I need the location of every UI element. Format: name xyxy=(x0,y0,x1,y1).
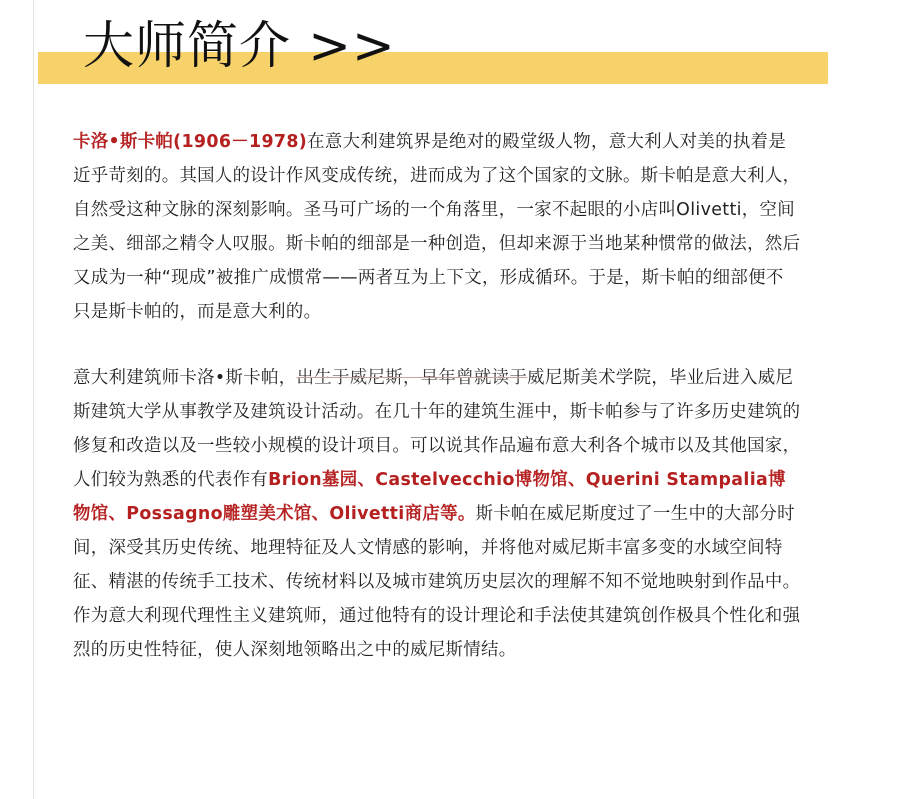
paragraph-2-text-1: 意大利建筑师卡洛•斯卡帕， xyxy=(73,368,297,388)
page-title: 大师简介 >> xyxy=(83,17,396,76)
article-paragraph-1 xyxy=(73,125,801,329)
paragraph-2-text-3: 斯卡帕在威尼斯度过了一生中的大部分时间，深受其历史传统、地理特征及人文情感的影响，并将他对威尼斯丰富多变的水域空间特征、精湛的传统手工技术、传统材料以及城市建筑历史层次的理解不知不觉地映射到作品中。作为意大利现代理性主义建筑师，通过他特有的设计理论和手法使其建筑创作极具个性化和强烈的历史性特征，使人深刻地领略出之中的威尼斯情结。 xyxy=(73,504,801,660)
article-paragraph-2 xyxy=(73,361,801,667)
paragraph-2-text-2: 威尼斯美术学院，毕业后进入威尼斯建筑大学从事教学及建筑设计活动。在几十年的建筑生涯中，斯卡帕参与了许多历史建筑的修复和改造以及一些较小规模的设计项目。可以说其作品遍布意大利各个城市以及其他国家，人们较为熟悉的代表作有 xyxy=(73,368,801,490)
article-body xyxy=(73,125,801,667)
representative-works-highlight: Brion墓园、Castelvecchio博物馆、Querini Stampalia博物馆、Possagno雕塑美术馆、Olivetti商店等。 xyxy=(73,470,786,524)
struck-through-text: 出生于威尼斯，早年曾就读于 xyxy=(296,368,528,388)
architect-name-highlight: 卡洛•斯卡帕(1906－1978) xyxy=(73,132,308,152)
left-margin-rule xyxy=(33,0,34,799)
paragraph-1-text: 在意大利建筑界是绝对的殿堂级人物，意大利人对美的执着是近乎苛刻的。其国人的设计作风变成传统，进而成为了这个国家的文脉。斯卡帕是意大利人，自然受这种文脉的深刻影响。圣马可广场的一个角落里，一家不起眼的小店叫Olivetti，空间之美、细部之精令人叹服。斯卡帕的细部是一种创造，但却来源于当地某种惯常的做法，然后又成为一种“现成”被推广成惯常——两者互为上下文，形成循环。于是，斯卡帕的细部便不只是斯卡帕的，而是意大利的。 xyxy=(73,132,801,322)
